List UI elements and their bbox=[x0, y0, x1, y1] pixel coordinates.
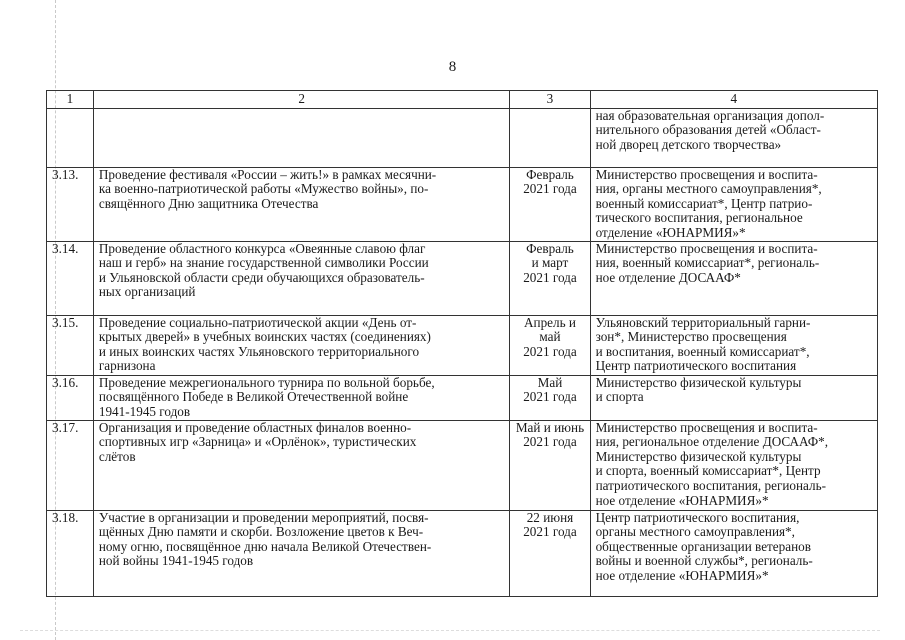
column-header-number: 1 bbox=[47, 91, 94, 109]
row-responsible: Ульяновский территориальный гарни- зон*, Министерство просвещения и воспитания, военный комиссариат*, Центр патриотического воспитания bbox=[590, 315, 877, 375]
row-number: 3.14. bbox=[47, 241, 94, 315]
row-number: 3.15. bbox=[47, 315, 94, 375]
column-header-event: 2 bbox=[93, 91, 510, 109]
row-event: Организация и проведение областных финалов военно- спортивных игр «Зарница» и «Орлёнок», туристических слётов bbox=[93, 420, 510, 510]
row-event: Участие в организации и проведении мероприятий, посвя- щённых Дню памяти и скорби. Возложение цветов к Веч- ному огню, посвящённое дню начала Великой Отечествен- ной войны 1941-1945 годов bbox=[93, 510, 510, 596]
table-row bbox=[47, 420, 878, 510]
table-header-row bbox=[47, 91, 878, 109]
table-row-continuation bbox=[47, 108, 878, 167]
table-row bbox=[47, 375, 878, 420]
table-row bbox=[47, 241, 878, 315]
row-responsible: Министерство просвещения и воспита- ния, органы местного самоуправления*, военный комиссариат*, Центр патрио- тического воспитания, региональное отделение «ЮНАРМИЯ»* bbox=[590, 167, 877, 241]
column-header-date: 3 bbox=[510, 91, 590, 109]
row-date: Апрель и май 2021 года bbox=[510, 315, 590, 375]
row-date: Февраль и март 2021 года bbox=[510, 241, 590, 315]
row-number: 3.17. bbox=[47, 420, 94, 510]
row-responsible: Министерство просвещения и воспита- ния, региональное отделение ДОСААФ*, Министерство физической культуры и спорта, военный комиссариат*, Центр патриотического воспитания, региональ- ное отделение «ЮНАРМИЯ»* bbox=[590, 420, 877, 510]
row-date: 22 июня 2021 года bbox=[510, 510, 590, 596]
page-number: 8 bbox=[448, 59, 457, 75]
row-number: 3.18. bbox=[47, 510, 94, 596]
table-row bbox=[47, 167, 878, 241]
table-row bbox=[47, 510, 878, 596]
row-event: Проведение фестиваля «России – жить!» в рамках месячни- ка военно-патриотической работы «Мужество войны», по- свящённого Дню защитника Отечества bbox=[93, 167, 510, 241]
row-responsible: ная образовательная организация допол- нительного образования детей «Област- ной дворец детского творчества» bbox=[590, 108, 877, 167]
row-number: 3.16. bbox=[47, 375, 94, 420]
row-date: Февраль 2021 года bbox=[510, 167, 590, 241]
row-event: Проведение социально-патриотической акции «День от- крытых дверей» в учебных воинских частях (соединениях) и иных воинских частях Ульяновского территориального гарнизона bbox=[93, 315, 510, 375]
column-header-responsible: 4 bbox=[590, 91, 877, 109]
scan-bottom-edge bbox=[20, 630, 880, 631]
row-number bbox=[47, 108, 94, 167]
row-number: 3.13. bbox=[47, 167, 94, 241]
row-event: Проведение областного конкурса «Овеянные славою флаг наш и герб» на знание государственной символики России и Ульяновской области среди обучающихся образователь- ных организаций bbox=[93, 241, 510, 315]
row-responsible: Министерство просвещения и воспита- ния, военный комиссариат*, региональ- ное отделение ДОСААФ* bbox=[590, 241, 877, 315]
row-event bbox=[93, 108, 510, 167]
event-plan-table bbox=[46, 90, 878, 597]
table-row bbox=[47, 315, 878, 375]
row-date: Май 2021 года bbox=[510, 375, 590, 420]
row-date bbox=[510, 108, 590, 167]
row-responsible: Центр патриотического воспитания, органы местного самоуправления*, общественные организации ветеранов войны и военной службы*, региональ- ное отделение «ЮНАРМИЯ»* bbox=[590, 510, 877, 596]
row-event: Проведение межрегионального турнира по вольной борьбе, посвящённого Победе в Великой Отечественной войне 1941-1945 годов bbox=[93, 375, 510, 420]
row-responsible: Министерство физической культуры и спорта bbox=[590, 375, 877, 420]
row-date: Май и июнь 2021 года bbox=[510, 420, 590, 510]
